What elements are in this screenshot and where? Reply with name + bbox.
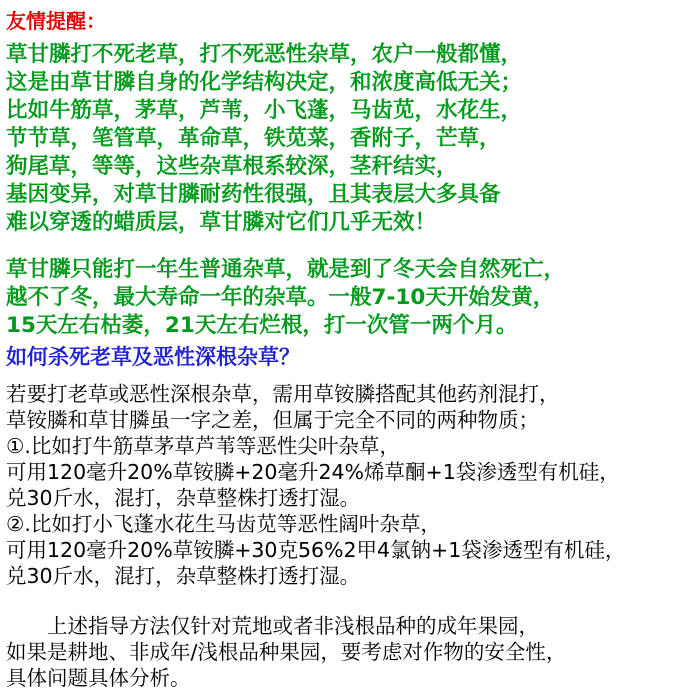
text-line: 草甘膦打不死老草，打不死恶性杂草，农户一般都懂， [6,42,523,67]
text-line: 基因变异，对草甘膦耐药性很强，且其表层大多具备 [6,182,501,207]
text-line: 上述指导方法仅针对荒地或者非浅根品种的成年果园， [6,614,539,638]
text-line: 狗尾草，等等，这些杂草根系较深，茎秆结实， [6,154,458,179]
glyphosate-limitations-paragraph [6,41,522,237]
text-line: ①.比如打牛筋草茅草芦苇等恶性尖叶杂草， [6,434,400,458]
text-line: 具体问题具体分析。 [6,666,191,690]
text-line: 草铵膦和草甘膦虽一字之差，但属于完全不同的两种物质； [6,408,539,432]
scope-note-paragraph [6,613,566,691]
text-line: 可用120毫升20%草铵膦+30克56%2甲4氯钠+1袋渗透型有机硅， [6,538,626,562]
text-line: 15天左右枯萎，21天左右烂根，打一次管一两个月。 [6,313,518,338]
reminder-title: 友情提醒： [6,9,106,33]
mixing-instructions-paragraph [6,381,625,589]
text-line: 节节草，笔管草，革命草，铁苋菜，香附子，芒草， [6,126,501,151]
text-line: 比如牛筋草，茅草，芦苇，小飞蓬，马齿苋，水花生， [6,98,523,123]
text-line: 如果是耕地、非成年/浅根品种果园，要考虑对作物的安全性， [6,640,567,664]
text-line: 可用120毫升20%草铵膦+20毫升24%烯草酮+1袋渗透型有机硅， [6,460,620,484]
text-line: 兑30斤水，混打，杂草整株打透打湿。 [6,486,361,510]
text-line: 兑30斤水，混打，杂草整株打透打湿。 [6,564,361,588]
text-line: ②.比如打小飞蓬水花生马齿苋等恶性阔叶杂草， [6,512,441,536]
question-title: 如何杀死老草及恶性深根杂草？ [6,345,300,369]
text-line: 草甘膦只能打一年生普通杂草，就是到了冬天会自然死亡， [6,257,566,282]
text-line: 这是由草甘膦自身的化学结构决定，和浓度高低无关； [6,70,523,95]
glyphosate-effect-paragraph [6,256,565,340]
text-line: 若要打老草或恶性深根杂草，需用草铵膦搭配其他药剂混打， [6,382,560,406]
text-line: 难以穿透的蜡质层，草甘膦对它们几乎无效！ [6,210,437,235]
text-line: 越不了冬，最大寿命一年的杂草。一般7-10天开始发黄， [6,285,555,310]
